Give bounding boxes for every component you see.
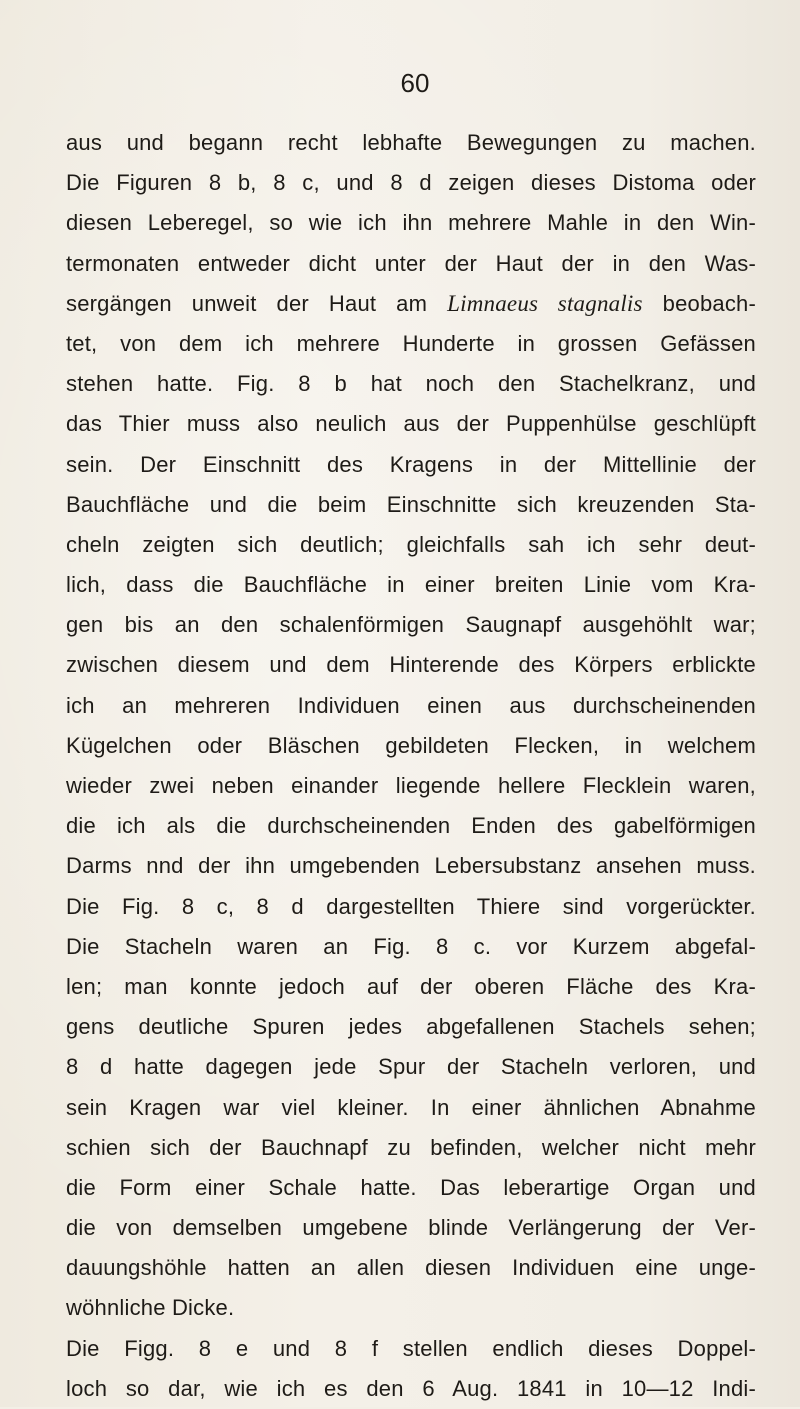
text-line: sein. Der Einschnitt des Kragens in der Mittellinie der bbox=[66, 451, 756, 477]
text-line: lich, dass die Bauchfläche in einer breiten Linie vom Kra- bbox=[66, 572, 756, 598]
text-line: wieder zwei neben einander liegende hellere Flecklein waren, bbox=[66, 773, 756, 798]
text-line: sein Kragen war viel kleiner. In einer ähnlichen Abnahme bbox=[66, 1094, 756, 1120]
species-name: Limnaeus stagnalis bbox=[447, 290, 643, 316]
body-text bbox=[66, 123, 756, 1409]
text-line: stehen hatte. Fig. 8 b hat noch den Stachelkranz, und bbox=[66, 371, 756, 397]
text-segment: sergängen unweit der Haut am bbox=[66, 290, 448, 316]
text-line: tet, von dem ich mehrere Hunderte in grossen Gefässen bbox=[66, 330, 756, 356]
text-line: ich an mehreren Individuen einen aus durchscheinenden bbox=[66, 692, 756, 718]
text-line: len; man konnte jedoch auf der oberen Fläche des Kra- bbox=[66, 973, 756, 999]
text-line: Darms nnd der ihn umgebenden Lebersubstanz ansehen muss. bbox=[66, 853, 756, 879]
text-line: Kügelchen oder Bläschen gebildeten Flecken, in welchem bbox=[66, 732, 756, 758]
text-line: termonaten entweder dicht unter der Haut der in den Was- bbox=[66, 250, 756, 276]
text-line: gen bis an den schalenförmigen Saugnapf ausgehöhlt war; bbox=[66, 612, 756, 638]
text-line: dauungshöhle hatten an allen diesen Individuen eine unge- bbox=[66, 1255, 756, 1281]
text-line: die ich als die durchscheinenden Enden des gabelförmigen bbox=[66, 813, 756, 839]
text-line: diesen Leberegel, so wie ich ihn mehrere Mahle in den Win- bbox=[66, 210, 756, 236]
text-line: schien sich der Bauchnapf zu befinden, welcher nicht mehr bbox=[66, 1134, 756, 1160]
text-line: das Thier muss also neulich aus der Puppenhülse geschlüpft bbox=[66, 411, 756, 437]
text-line: Die Stacheln waren an Fig. 8 c. vor Kurzem abgefal- bbox=[66, 933, 756, 959]
text-line: aus und begann recht lebhafte Bewegungen zu machen. bbox=[66, 130, 756, 155]
text-line: die Form einer Schale hatte. Das leberartige Organ und bbox=[66, 1174, 756, 1200]
text-line: cheln zeigten sich deutlich; gleichfalls sah ich sehr deut- bbox=[66, 531, 756, 557]
text-segment: beobach- bbox=[642, 290, 756, 316]
text-line: Die Fig. 8 c, 8 d dargestellten Thiere sind vorgerückter. bbox=[66, 893, 756, 919]
page-number: 60 bbox=[400, 68, 430, 98]
text-line: zwischen diesem und dem Hinterende des Körpers erblickte bbox=[66, 652, 756, 678]
text-line: Die Figg. 8 e und 8 f stellen endlich dieses Doppel- bbox=[66, 1335, 756, 1361]
text-line: gens deutliche Spuren jedes abgefallenen Stachels sehen; bbox=[66, 1014, 756, 1040]
text-line bbox=[66, 284, 756, 324]
text-line: wöhnliche Dicke. bbox=[66, 1295, 235, 1321]
text-line: Bauchfläche und die beim Einschnitte sich kreuzenden Sta- bbox=[66, 491, 756, 517]
text-line: Die Figuren 8 b, 8 c, und 8 d zeigen dieses Distoma oder bbox=[66, 170, 756, 196]
text-line: 8 d hatte dagegen jede Spur der Stacheln verloren, und bbox=[66, 1054, 756, 1080]
text-line: die von demselben umgebene blinde Verlängerung der Ver- bbox=[66, 1215, 756, 1241]
text-line: loch so dar, wie ich es den 6 Aug. 1841 in 10—12 Indi- bbox=[66, 1375, 756, 1401]
